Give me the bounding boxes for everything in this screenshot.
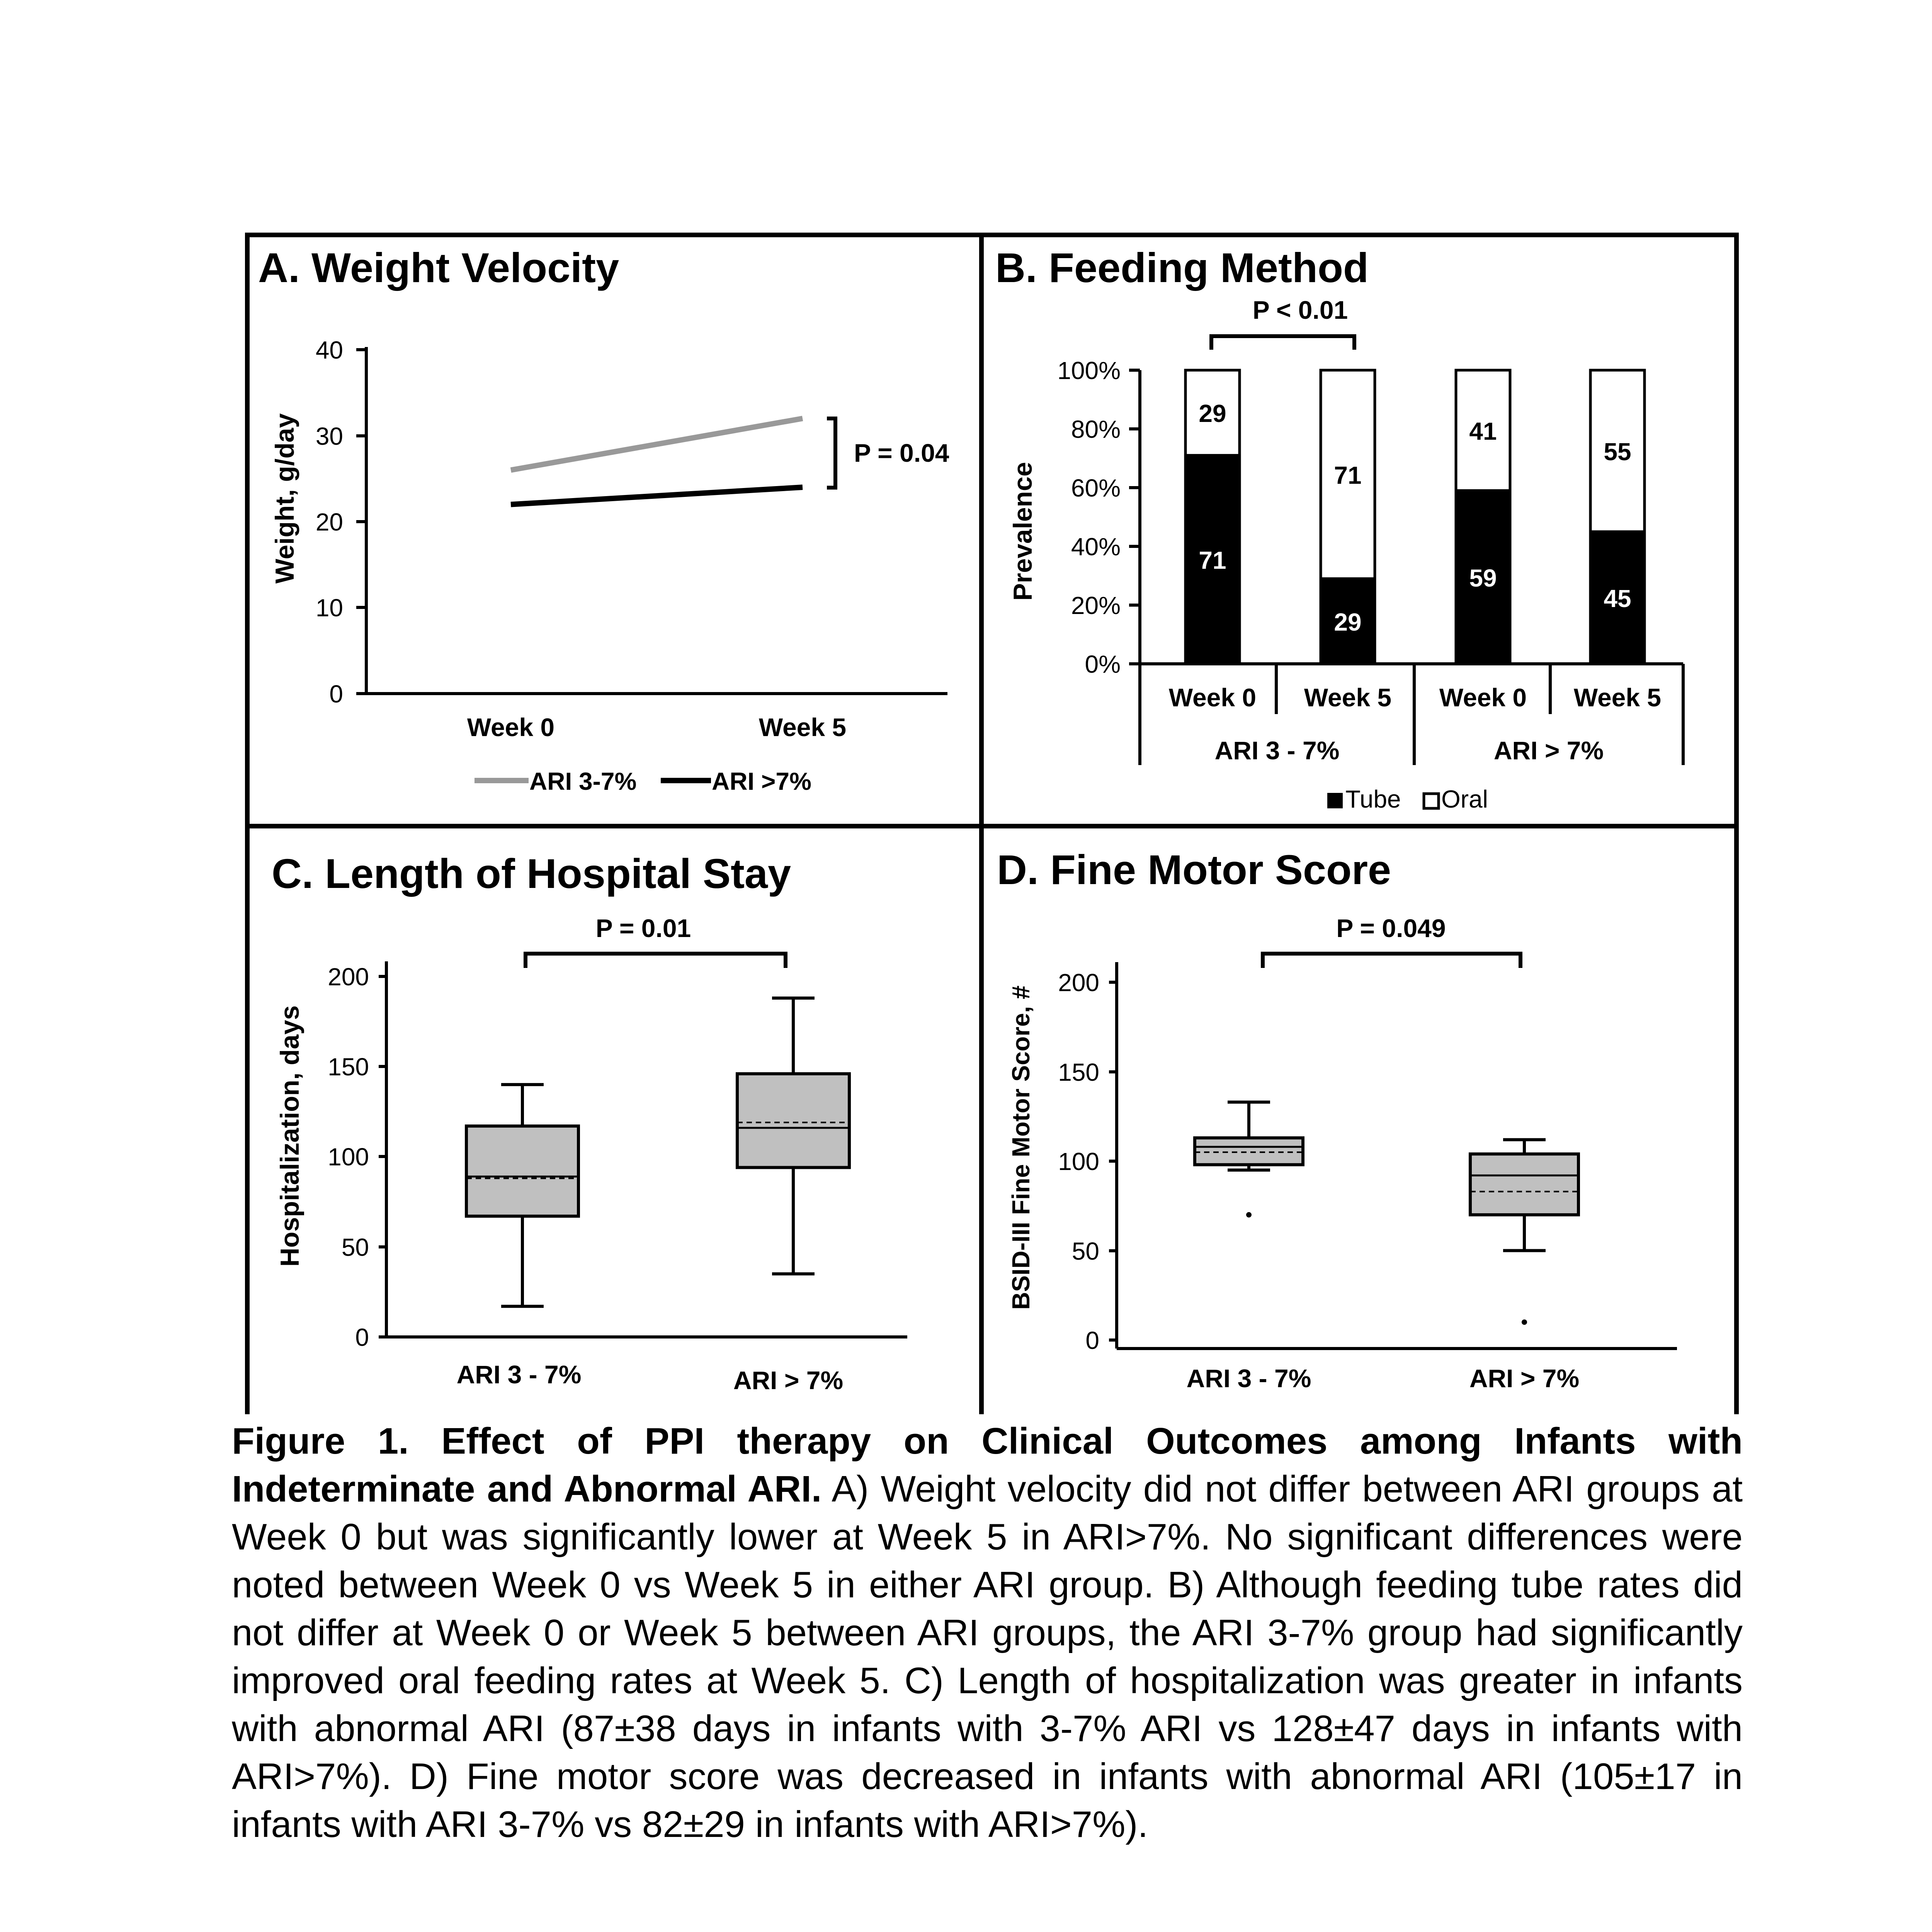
tick-label: ARI > 7% [733, 1366, 844, 1395]
legend-label: Tube [1345, 785, 1401, 813]
caption-title: Figure 1. Effect of PPI therapy on Clinical Outcomes among Infants with Indeterminate and Abnormal ARI. [232, 1420, 1743, 1510]
panel-d-y-ticks [1058, 969, 1099, 1354]
tick-label: 0 [355, 1323, 369, 1351]
tick-label: 30 [315, 422, 343, 450]
tick-label: 50 [341, 1233, 369, 1261]
box-iqr [1195, 1138, 1303, 1165]
panel-c-bracket [526, 954, 786, 968]
tick-label: 50 [1071, 1237, 1099, 1265]
tick-label: Week 5 [1573, 683, 1662, 712]
data-label-tube: 29 [1334, 608, 1362, 636]
tick-label: 20 [315, 508, 343, 536]
tick-label: 200 [328, 963, 369, 991]
panel-d-x-ticks [1187, 1364, 1580, 1393]
panel-a-title: A. Weight Velocity [258, 244, 619, 291]
outlier-point [1246, 1212, 1252, 1218]
tick-label: 0 [1085, 1327, 1099, 1354]
series-line-1 [511, 418, 803, 470]
tick-label: ARI 3 - 7% [1186, 1364, 1311, 1393]
figure-caption [232, 1417, 1743, 1849]
panel-a-axes [356, 347, 947, 694]
box-iqr [737, 1074, 849, 1168]
tick-label: Week 0 [467, 713, 555, 742]
panel-a-ylabel: Weight, g/day [270, 413, 299, 584]
data-label-oral: 55 [1604, 438, 1631, 466]
panel-a-legend [474, 767, 811, 795]
panel-d-title: D. Fine Motor Score [997, 846, 1391, 893]
data-label-oral: 71 [1334, 461, 1362, 489]
panel-b-y-ticks [1057, 357, 1121, 678]
group-label: ARI 3 - 7% [1214, 736, 1340, 765]
panel-a-y-ticks [316, 336, 343, 708]
tick-label: 60% [1071, 474, 1121, 502]
panel-b-bars [1185, 370, 1645, 664]
data-label-oral: 29 [1199, 400, 1226, 428]
tick-label: ARI 3 - 7% [456, 1360, 582, 1389]
panel-a-bracket [827, 418, 835, 488]
series-line-2 [511, 487, 803, 505]
tick-label: 40 [315, 336, 343, 364]
panel-d-bracket [1263, 954, 1520, 968]
panel-c-boxes [466, 998, 849, 1306]
tick-label: 20% [1071, 592, 1121, 619]
tick-label: Week 5 [1304, 683, 1392, 712]
legend-label: Oral [1441, 785, 1488, 813]
panel-c-title: C. Length of Hospital Stay [272, 850, 791, 897]
panel-a-x-ticks [467, 713, 846, 742]
data-label-tube: 45 [1604, 585, 1631, 612]
panel-frames [247, 235, 1736, 1414]
panel-c-ylabel: Hospitalization, days [275, 1005, 304, 1267]
box-iqr [466, 1126, 578, 1216]
panel-b-bracket [1211, 336, 1354, 350]
panel-c [272, 850, 907, 1395]
panel-b-legend [1327, 785, 1488, 813]
outlier-point [1522, 1320, 1527, 1325]
tick-label: 0 [329, 680, 343, 708]
tick-label: Week 5 [759, 713, 847, 742]
panel-c-x-ticks [457, 1360, 844, 1395]
tick-label: 80% [1071, 415, 1121, 443]
data-label-tube: 71 [1199, 546, 1226, 575]
panel-d [997, 846, 1677, 1393]
panel-a-p-value: P = 0.04 [854, 439, 949, 467]
panel-c-p-value: P = 0.01 [595, 914, 691, 942]
panel-b-p-value: P < 0.01 [1252, 296, 1348, 324]
tick-label: 200 [1058, 969, 1099, 997]
panel-b-ylabel: Prevalence [1008, 462, 1037, 601]
tick-label: 100 [1058, 1148, 1099, 1175]
tick-label: 10 [315, 594, 343, 622]
legend-label: ARI 3-7% [529, 767, 637, 795]
tick-label: 40% [1071, 533, 1121, 561]
group-label: ARI > 7% [1493, 736, 1604, 765]
box-iqr [1470, 1154, 1578, 1214]
panel-b [995, 244, 1683, 813]
tick-label: 150 [1058, 1058, 1099, 1086]
legend-swatch-tube [1327, 793, 1343, 808]
data-label-oral: 41 [1469, 417, 1497, 445]
panel-b-title: B. Feeding Method [995, 244, 1369, 291]
tick-label: 0% [1085, 650, 1121, 678]
panel-c-y-ticks [328, 963, 369, 1351]
panel-d-p-value: P = 0.049 [1336, 914, 1446, 942]
tick-label: 100% [1057, 357, 1121, 384]
tick-label: 100 [328, 1143, 369, 1171]
panel-d-ylabel: BSID-III Fine Motor Score, # [1007, 985, 1035, 1310]
data-label-tube: 59 [1469, 564, 1497, 592]
caption-text: A) Weight velocity did not differ between ARI groups at Week 0 but was significantly lower at Week 5 in ARI>7%. No significant differences were noted between Week 0 vs Week 5 in either ARI group. B) Although feeding tube rates did not differ at Week 0 or Week 5 between ARI groups, the ARI 3-7% group had significantly improved oral feeding rates at Week 5. C) Length of hospitalization was greater in infants with abnormal ARI (87±38 days in infants with 3-7% ARI vs 128±47 days in infants with ARI>7%). D) Fine motor score was decreased in infants with abnormal ARI (105±17 in infants with ARI 3-7% vs 82±29 in infants with ARI>7%). [232, 1468, 1743, 1845]
tick-label: ARI > 7% [1469, 1364, 1580, 1393]
legend-swatch-oral [1424, 794, 1439, 808]
panel-d-boxes [1195, 1102, 1578, 1325]
legend-label: ARI >7% [712, 767, 811, 795]
tick-label: Week 0 [1439, 683, 1527, 712]
panel-a [258, 244, 949, 795]
tick-label: Week 0 [1168, 683, 1257, 712]
panel-a-series [511, 418, 803, 505]
tick-label: 150 [328, 1053, 369, 1081]
panel-b-group-labels [1215, 736, 1604, 765]
